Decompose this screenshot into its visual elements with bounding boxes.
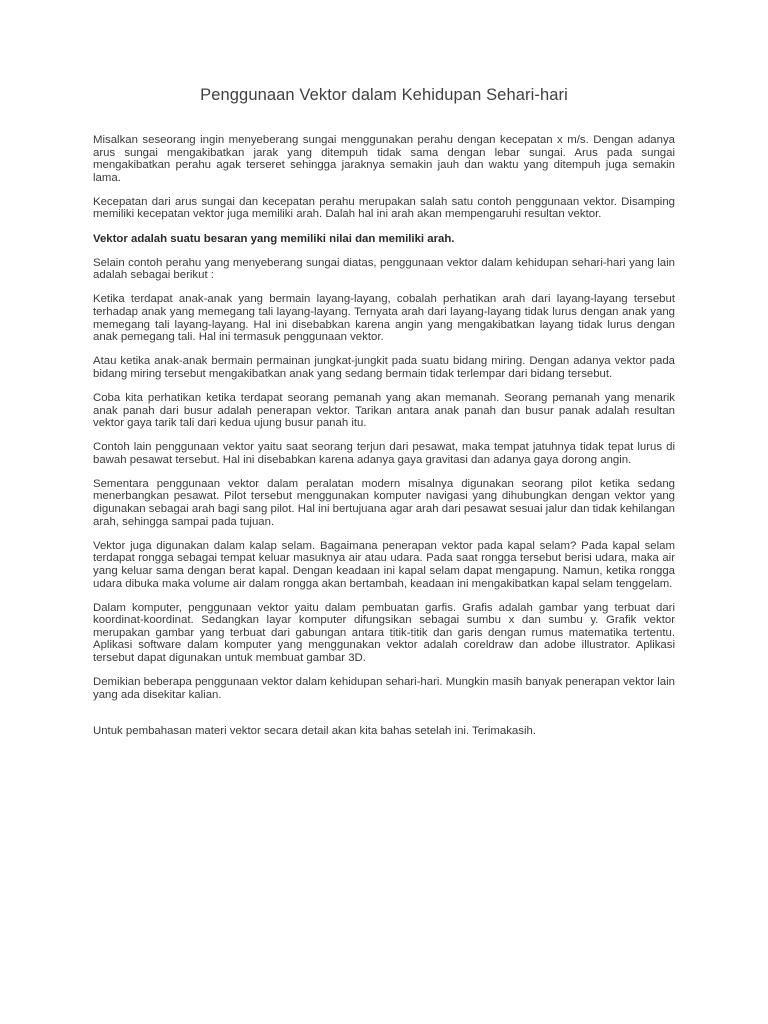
paragraph-jungkat-jungkit: Atau ketika anak-anak bermain permainan jungkat-jungkit pada suatu bidang miring. Dengan adanya vektor pada bidang miring tersebut mengakibatkan anak yang sedang bermain tidak terlempar dari bidang tersebut. (93, 355, 675, 380)
paragraph-intro: Misalkan seseorang ingin menyeberang sungai menggunakan perahu dengan kecepatan x m/s. Dengan adanya arus sungai mengakibatkan jarak yang ditempuh tidak sama dengan lebar sungai. Arus pada sungai mengakibatkan perahu agak terseret sehingga jaraknya semakin jauh dan waktu yang ditempuh juga semakin lama. (93, 134, 675, 184)
paragraph-definition: Vektor adalah suatu besaran yang memiliki nilai dan memiliki arah. (93, 232, 455, 245)
paragraph-pilot: Sementara penggunaan vektor dalam peralatan modern misalnya digunakan seorang pilot ketika sedang menerbangkan pesawat. Pilot tersebut menggunakan komputer navigasi yang dihubungkan dengan vektor yang digunakan sebagai arah bagi sang pilot. Hal ini bertujuana agar arah dari pesawat sesuai jalur dan tidak kehilangan arah, sehingga sampai pada tujuan. (93, 477, 675, 528)
paragraph-layang-layang: Ketika terdapat anak-anak yang bermain layang-layang, cobalah perhatikan arah dari layang-layang tersebut terhadap anak yang memegang tali layang-layang. Ternyata arah dari layang-layang tidak lurus dengan anak yang memegang tali layang-layang. Hal ini disebabkan karena angin yang mengakibatkan layang tidak lurus dengan anak pemegang tali. Hal ini termasuk penggunaan vektor. (93, 293, 675, 344)
paragraph-terjun: Contoh lain penggunaan vektor yaitu saat seorang terjun dari pesawat, maka tempat jatuhnya tidak tepat lurus di bawah pesawat tersebut. Hal ini disebabkan karena adanya gaya gravitasi dan adanya gaya dorong angin. (93, 441, 675, 466)
paragraph-komputer: Dalam komputer, penggunaan vektor yaitu dalam pembuatan garfis. Grafis adalah gambar yang terbuat dari koordinat-koordinat. Sedangkan layar komputer difungsikan sebagai sumbu x dan sumbu y. Grafik vektor merupakan gambar yang terbuat dari gabungan antara titik-titik dan garis dengan rumus matematika tertentu. Aplikasi software dalam komputer yang menggunakan vektor adalah coreldraw dan adobe illustrator. Aplikasi tersebut dapat digunakan untuk membuat gambar 3D. (93, 601, 675, 664)
paragraph-kapal-selam: Vektor juga digunakan dalam kalap selam. Bagaimana penerapan vektor pada kapal selam? Pada kapal selam terdapat rongga sebagai tempat keluar masuknya air atau udara. Pada saat rongga tersebut berisi udara, maka air yang keluar sama dengan berat kapal. Dengan keadaan ini kapal selam dapat mengapung. Namun, ketika rongga udara dibuka maka volume air dalam rongga akan bertambah, keadaan ini mengakibatkan kapal selam tenggelam. (93, 539, 675, 590)
paragraph-selain: Selain contoh perahu yang menyeberang sungai diatas, penggunaan vektor dalam kehidupan sehari-hari yang lain adalah sebagai berikut : (93, 256, 675, 282)
paragraph-closing: Untuk pembahasan materi vektor secara detail akan kita bahas setelah ini. Terimakasih. (93, 725, 536, 738)
paragraph-demikian: Demikian beberapa penggunaan vektor dalam kehidupan sehari-hari. Mungkin masih banyak penerapan vektor lain yang ada disekitar kalian. (93, 676, 675, 701)
document-title: Penggunaan Vektor dalam Kehidupan Sehari-hari (200, 86, 568, 104)
paragraph-pemanah: Coba kita perhatikan ketika terdapat seorang pemanah yang akan memanah. Seorang pemanah yang menarik anak panah dari busur adalah penerapan vektor. Tarikan antara anak panah dan busur panak adalah resultan vektor gaya tarik tali dari kedua ujung busur panah itu. (93, 391, 675, 430)
paragraph-kecepatan: Kecepatan dari arus sungai dan kecepatan perahu merupakan salah satu contoh penggunaan vektor. Disamping memiliki kecepatan vektor juga memiliki arah. Dalah hal ini arah akan mempengaruhi resultan vektor. (93, 195, 675, 221)
document-body (93, 134, 675, 749)
